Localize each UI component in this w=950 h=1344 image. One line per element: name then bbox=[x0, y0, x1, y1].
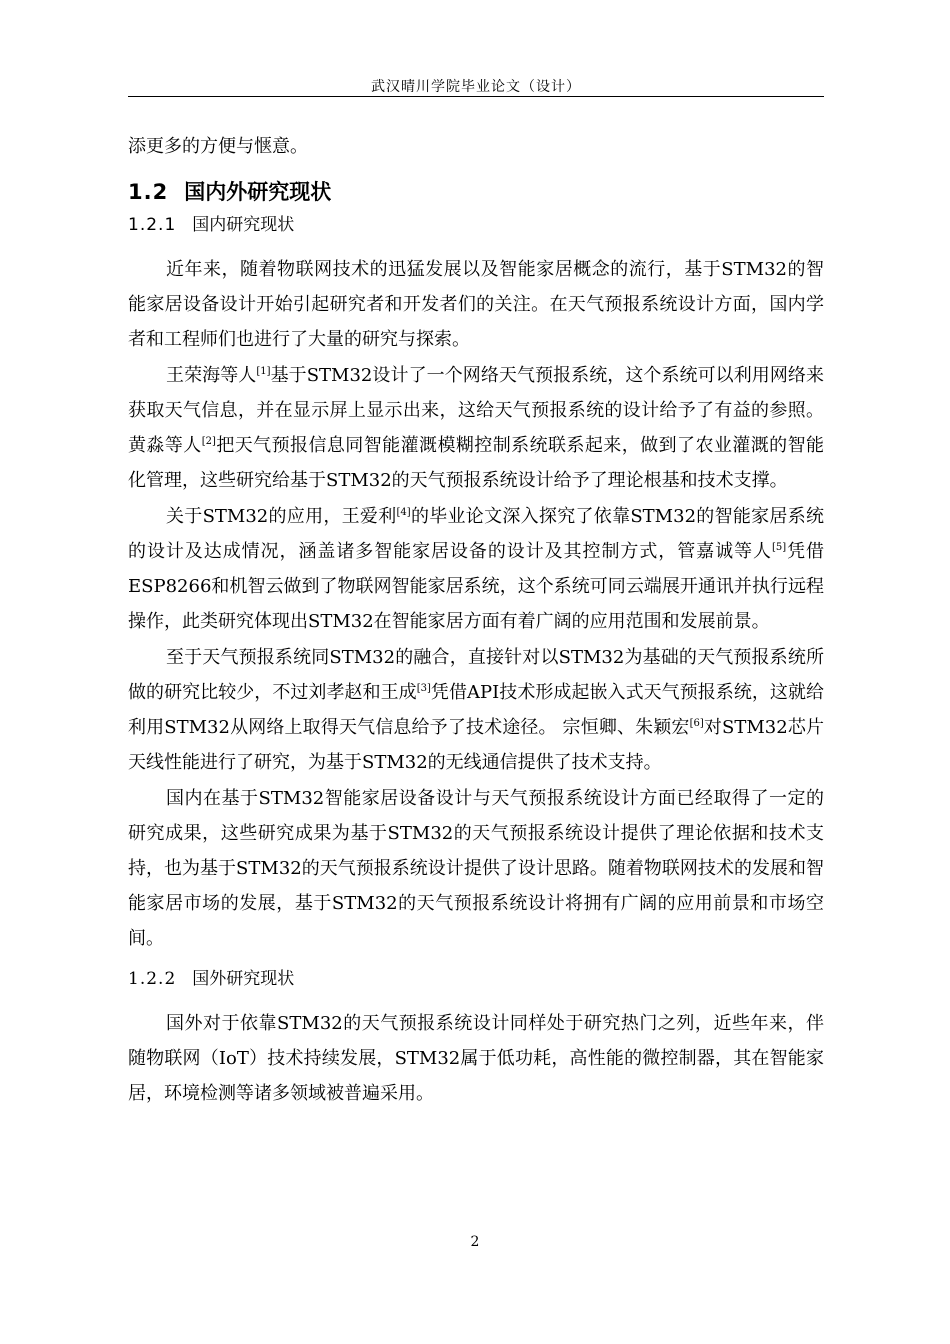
paragraph-5: 国内在基于STM32智能家居设备设计与天气预报系统设计方面已经取得了一定的研究成果，这些研究成果为基于STM32的天气预报系统设计提供了理论依据和技术支持，也为基于STM32的天气预报系统设计提供了设计思路。随着物联网技术的发展和智能家居市场的发展，基于STM32的天气预报系统设计将拥有广阔的应用前景和市场空间。 bbox=[128, 788, 824, 949]
subsection-heading-foreign bbox=[128, 966, 824, 992]
subsection-title: 国外研究现状 bbox=[192, 969, 295, 989]
paragraph-3 bbox=[128, 499, 824, 639]
citation-ref: [1] bbox=[256, 366, 271, 377]
body-content bbox=[128, 129, 824, 1111]
citation-ref: [4] bbox=[396, 507, 411, 518]
text-run: 凭借ESP8266和机智云做到了物联网智能家居系统，这个系统可同云端展开通讯并执行远程操作，此类研究体现出STM32在智能家居方面有着广阔的应用范围和发展前景。 bbox=[128, 541, 825, 632]
intro-tail-paragraph: 添更多的方便与惬意。 bbox=[128, 136, 308, 157]
section-title: 国内外研究现状 bbox=[184, 180, 332, 204]
page-number: 2 bbox=[470, 1234, 480, 1250]
section-number: 1.2 bbox=[128, 180, 169, 204]
text-run: 至于天气预报系统同STM32的融合，直接针对以STM32为基础的天气预报系统所做的研究比较少，不过刘孝赵和王成 bbox=[128, 647, 824, 703]
subsection-number: 1.2.2 bbox=[128, 969, 177, 989]
text-run: 对STM32芯片天线性能进行了研究，为基于STM32的无线通信提供了技术支持。 bbox=[128, 717, 824, 773]
citation-ref: [2] bbox=[201, 436, 216, 447]
paragraph-1: 近年来，随着物联网技术的迅猛发展以及智能家居概念的流行，基于STM32的智能家居设备设计开始引起研究者和开发者们的关注。在天气预报系统设计方面，国内学者和工程师们也进行了大量的研究与探索。 bbox=[128, 259, 824, 350]
citation-ref: [6] bbox=[689, 718, 704, 729]
subsection-number: 1.2.1 bbox=[128, 215, 177, 235]
citation-ref: [5] bbox=[771, 542, 787, 553]
subsection-heading-domestic bbox=[128, 212, 824, 238]
header-rule bbox=[128, 96, 824, 97]
text-run: 凭借API技术形成起嵌入式天气预报系统，这就给利用STM32从网络上取得天气信息给予了技术途径。 宗恒卿、朱颖宏 bbox=[128, 682, 825, 738]
text-run: 基于STM32设计了一个网络天气预报系统，这个系统可以利用网络来获取天气信息，并在显示屏上显示出来，这给天气预报系统的设计给予了有益的参照。黄淼等人 bbox=[128, 365, 824, 456]
text-run: 的毕业论文深入探究了依靠STM32的智能家居系统的设计及达成情况，涵盖诸多智能家居设备的设计及其控制方式，管嘉诚等人 bbox=[128, 506, 824, 562]
paragraph-4 bbox=[128, 640, 824, 780]
text-run: 把天气预报信息同智能灌溉模糊控制系统联系起来，做到了农业灌溉的智能化管理，这些研究给基于STM32的天气预报系统设计给予了理论根基和技术支撑。 bbox=[128, 435, 825, 491]
citation-ref: [3] bbox=[416, 683, 431, 694]
text-run: 王荣海等人 bbox=[166, 365, 257, 386]
section-heading bbox=[128, 178, 824, 206]
text-run: 关于STM32的应用，王爱利 bbox=[166, 506, 397, 527]
paragraph-6: 国外对于依靠STM32的天气预报系统设计同样处于研究热门之列，近些年来，伴随物联网（IoT）技术持续发展，STM32属于低功耗，高性能的微控制器，其在智能家居，环境检测等诸多领域被普遍采用。 bbox=[128, 1013, 824, 1104]
subsection-title: 国内研究现状 bbox=[192, 215, 295, 235]
running-header: 武汉晴川学院毕业论文（设计） bbox=[371, 79, 581, 95]
paragraph-2 bbox=[128, 358, 824, 498]
